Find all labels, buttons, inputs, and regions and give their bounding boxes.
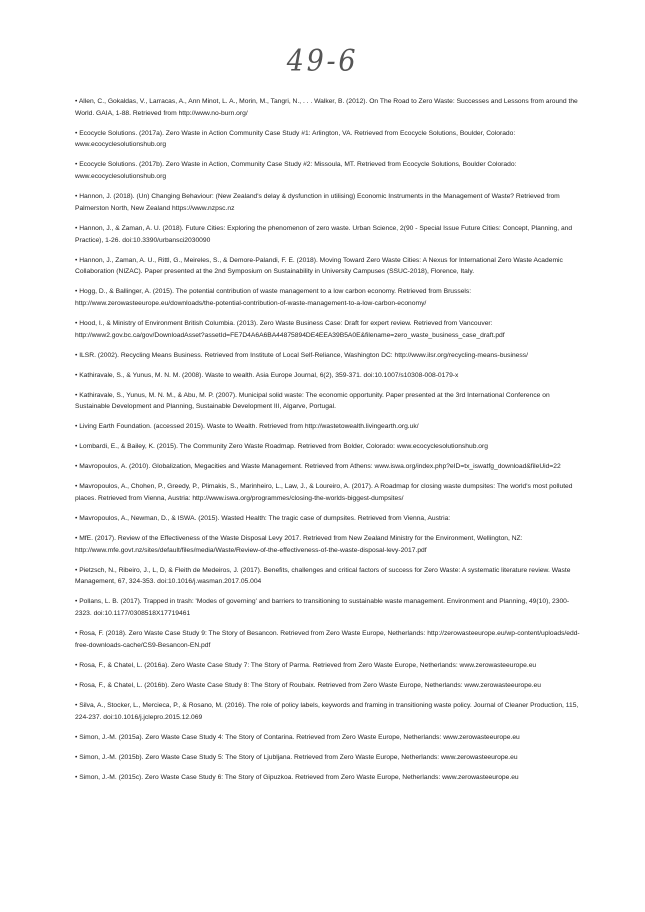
reference-entry: • Rosa, F., & Chatel, L. (2016a). Zero Waste Case Study 7: The Story of Parma. Retrieved from Zero Waste Europe, Netherlands: www.zerowasteeurope.eu [75,661,537,669]
reference-entry: • Mavropoulos, A., Newman, D., & ISWA. (2015). Wasted Health: The tragic case of dumpsites. Retrieved from Vienna, Austria: [75,515,451,523]
reference-entry: • Mavropoulos, A., Chohen, P., Greedy, P., Plimakis, S., Marinheiro, L., Law, J., & Loureiro, A. (2017). A Roadmap for closing waste dumpsites: The world's most polluted places. Retrieved from Vienna, Austria: http://www.iswa.org/programmes/closing-the-worlds-biggest-dumpsites/ [75,483,573,503]
reference-entry: • Kathiravale, S., & Yunus, M. N. M. (2008). Waste to wealth. Asia Europe Journal, 6(2), 359-371. doi:10.1007/s10308-008-0179-x [75,371,459,379]
reference-entry: • Hannon, J., Zaman, A. U., Rittl, G., Meireles, S., & Demore-Palandi, F. E. (2018). Moving Toward Zero Waste Cities: A Nexus for International Zero Waste Academic Collaboration (NIZAC). Paper presented at the 2nd Symposium on Sustainability in University Campuses (SSUC-2018), Florence, Italy. [75,256,563,276]
reference-entry: • ILSR. (2002). Recycling Means Business. Retrieved from Institute of Local Self-Reliance, Washington DC: http://www.ilsr.org/recycling-means-business/ [75,351,528,359]
reference-entry: • Ecocycle Solutions. (2017a). Zero Waste in Action Community Case Study #1: Arlington, VA. Retrieved from Ecocycle Solutions, Boulder, Colorado: www.ecocyclesolutionshub.org [75,129,516,149]
reference-list [75,96,580,792]
reference-entry: • Living Earth Foundation. (accessed 2015). Waste to Wealth. Retrieved from http://wastetowealth.livingearth.org.uk/ [75,423,419,431]
reference-entry: • Mavropoulos, A. (2010). Globalization, Megacities and Waste Management. Retrieved from Athens: www.iswa.org/index.php?eID=tx_iswatfg_download&fileUid=22 [75,463,561,471]
reference-entry: • Hannon, J. (2018). (Un) Changing Behaviour: (New Zealand's delay & dysfunction in utilising) Economic Instruments in the Management of Waste? Retrieved from Palmerston North, New Zealand https://www.nzpsc.nz [75,193,560,212]
reference-entry: • Simon, J.-M. (2015c). Zero Waste Case Study 6: The Story of Gipuzkoa. Retrieved from Zero Waste Europe, Netherlands: www.zerowasteeurope.eu [75,773,519,781]
reference-entry: • Silva, A., Stocker, L., Mercieca, P., & Rosano, M. (2016). The role of policy labels, keywords and framing in transitioning waste policy. Journal of Cleaner Production, 115, 224-237. doi:10.1016/j.jclepro.2015.12.069 [75,701,579,721]
reference-entry: • Simon, J.-M. (2015a). Zero Waste Case Study 4: The Story of Contarina. Retrieved from Zero Waste Europe, Netherlands: www.zerowasteeurope.eu [75,733,520,741]
reference-entry: • Hogg, D., & Ballinger, A. (2015). The potential contribution of waste management to a low carbon economy. Retrieved from Brussels: http://www.zerowasteeurope.eu/downloads/the-potential-contribution-of-waste-management-to-a-low-carbon-economy/ [75,288,472,307]
reference-entry: • Hannon, J., & Zaman, A. U. (2018). Future Cities: Exploring the phenomenon of zero waste. Urban Science, 2(90 - Special Issue Future Cities: Concept, Planning, and Practice), 1-26. doi:10.3390/urbansci2030090 [75,224,573,244]
reference-entry: • Ecocycle Solutions. (2017b). Zero Waste in Action, Community Case Study #2: Missoula, MT. Retrieved from Ecocycle Solutions, Boulder Colorado: www.ecocyclesolutionshub.org [75,161,517,181]
reference-entry: • Pietzsch, N., Ribeiro, J., L, D, & Fleith de Medeiros, J. (2017). Benefits, challenges and critical factors of success for Zero Waste: A systematic literature review. Waste Management, 67, 324-353. doi:10.1016/j.wasman.2017.05.004 [75,566,571,586]
reference-entry: • Allen, C., Gokaldas, V., Larracas, A., Ann Minot, L. A., Morin, M., Tangri, N., . . . Walker, B. (2012). On The Road to Zero Waste: Successes and Lessons from around the World. GAIA, 1-88. Retrieved from http://www.no-burn.org/ [75,98,578,117]
reference-entry: • Simon, J.-M. (2015b). Zero Waste Case Study 5: The Story of Ljubljana. Retrieved from Zero Waste Europe, Netherlands: www.zerowasteeurope.eu [75,753,518,761]
reference-entry: • Rosa, F., & Chatel, L. (2016b). Zero Waste Case Study 8: The Story of Roubaix. Retrieved from Zero Waste Europe, Netherlands: www.zerowasteeurope.eu [75,681,541,689]
reference-entry: • Kathiravale, S., Yunus, M. N. M., & Abu, M. P. (2007). Municipal solid waste: The economic opportunity. Paper presented at the 3rd International Conference on Sustainable Development and Planning, Sustainable Development III, Algarve, Portugal. [75,391,550,411]
reference-entry: • MfE. (2017). Review of the Effectiveness of the Waste Disposal Levy 2017. Retrieved from New Zealand Ministry for the Environment, Wellington, NZ: http://www.mfe.govt.nz/sites/default/files/media/Waste/Review-of-the-effectiveness-of-the-waste-disposal-levy-2017.pdf [75,535,523,554]
reference-entry: • Rosa, F. (2018). Zero Waste Case Study 9: The Story of Besancon. Retrieved from Zero Waste Europe, Netherlands: http://zerowasteeurope.eu/wp-content/uploads/edd-free-downloads-cache/CS9-Besancon-EN.pdf [75,630,580,649]
reference-entry: • Hood, I., & Ministry of Environment British Columbia. (2013). Zero Waste Business Case: Draft for expert review. Retrieved from Vancouver: http://www2.gov.bc.ca/gov/DownloadAsset?assetId=FE7D4A6A6BA44875894DE4EEA39B5A0E&filename=zero_waste_business_case_draft.pdf [75,319,505,339]
reference-entry: • Lombardi, E., & Bailey, K. (2015). The Community Zero Waste Roadmap. Retrieved from Bolder, Colorado: www.ecocyclesolutionshub.org [75,443,488,451]
reference-entry: • Pollans, L. B. (2017). Trapped in trash: 'Modes of governing' and barriers to transitioning to sustainable waste management. Environment and Planning, 49(10), 2300-2323. doi:10.1177/0308518X17719461 [75,598,570,618]
handwritten-page-number: 49-6 [286,44,359,79]
